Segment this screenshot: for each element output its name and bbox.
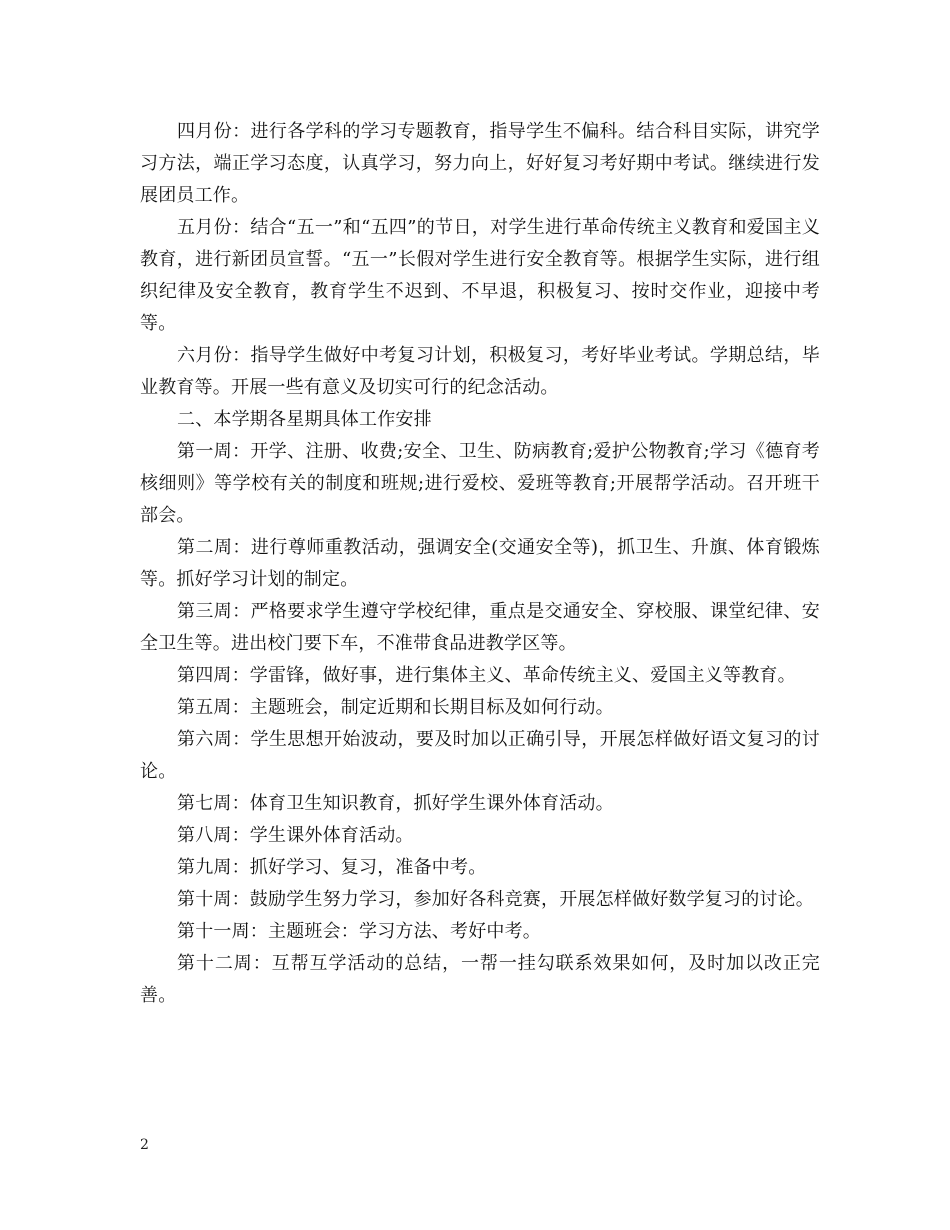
paragraph-week-10: 第十周：鼓励学生努力学习，参加好各科竞赛，开展怎样做好数学复习的讨论。 [177, 889, 814, 910]
section-heading-weekly-plan: 二、本学期各星期具体工作安排 [177, 409, 432, 430]
paragraph-june: 六月份：指导学生做好中考复习计划，积极复习，考好毕业考试。学期总结，毕业教育等。开展一些有意义及切实可行的纪念活动。 [140, 345, 820, 398]
paragraph-week-11: 第十一周：主题班会：学习方法、考好中考。 [177, 921, 541, 942]
paragraph-week-5: 第五周：主题班会，制定近期和长期目标及如何行动。 [177, 697, 614, 718]
paragraph-week-4: 第四周：学雷锋，做好事，进行集体主义、革命传统主义、爱国主义等教育。 [177, 665, 796, 686]
paragraph-april: 四月份：进行各学科的学习专题教育，指导学生不偏科。结合科目实际，讲究学习方法，端正学习态度，认真学习，努力向上，好好复习考好期中考试。继续进行发展团员工作。 [140, 121, 820, 206]
document-body [140, 116, 820, 1012]
paragraph-week-2: 第二周：进行尊师重教活动，强调安全(交通安全等)，抓卫生、升旗、体育锻炼等。抓好学习计划的制定。 [140, 537, 820, 590]
paragraph-may: 五月份：结合“五一”和“五四”的节日，对学生进行革命传统主义教育和爱国主义教育，进行新团员宣誓。“五一”长假对学生进行安全教育等。根据学生实际，进行组织纪律及安全教育，教育学生不迟到、不早退，积极复习、按时交作业，迎接中考等。 [140, 217, 820, 334]
paragraph-week-3: 第三周：严格要求学生遵守学校纪律，重点是交通安全、穿校服、课堂纪律、安全卫生等。进出校门要下车，不准带食品进教学区等。 [140, 601, 820, 654]
page-number: 2 [140, 1137, 149, 1153]
paragraph-week-9: 第九周：抓好学习、复习，准备中考。 [177, 857, 487, 878]
paragraph-week-6: 第六周：学生思想开始波动，要及时加以正确引导，开展怎样做好语文复习的讨论。 [140, 729, 820, 782]
paragraph-week-7: 第七周：体育卫生知识教育，抓好学生课外体育活动。 [177, 793, 614, 814]
paragraph-week-1: 第一周：开学、注册、收费;安全、卫生、防病教育;爱护公物教育;学习《德育考核细则》等学校有关的制度和班规;进行爱校、爱班等教育;开展帮学活动。召开班干部会。 [140, 441, 820, 526]
paragraph-week-12: 第十二周：互帮互学活动的总结，一帮一挂勾联系效果如何，及时加以改正完善。 [140, 953, 820, 1006]
paragraph-week-8: 第八周：学生课外体育活动。 [177, 825, 414, 846]
